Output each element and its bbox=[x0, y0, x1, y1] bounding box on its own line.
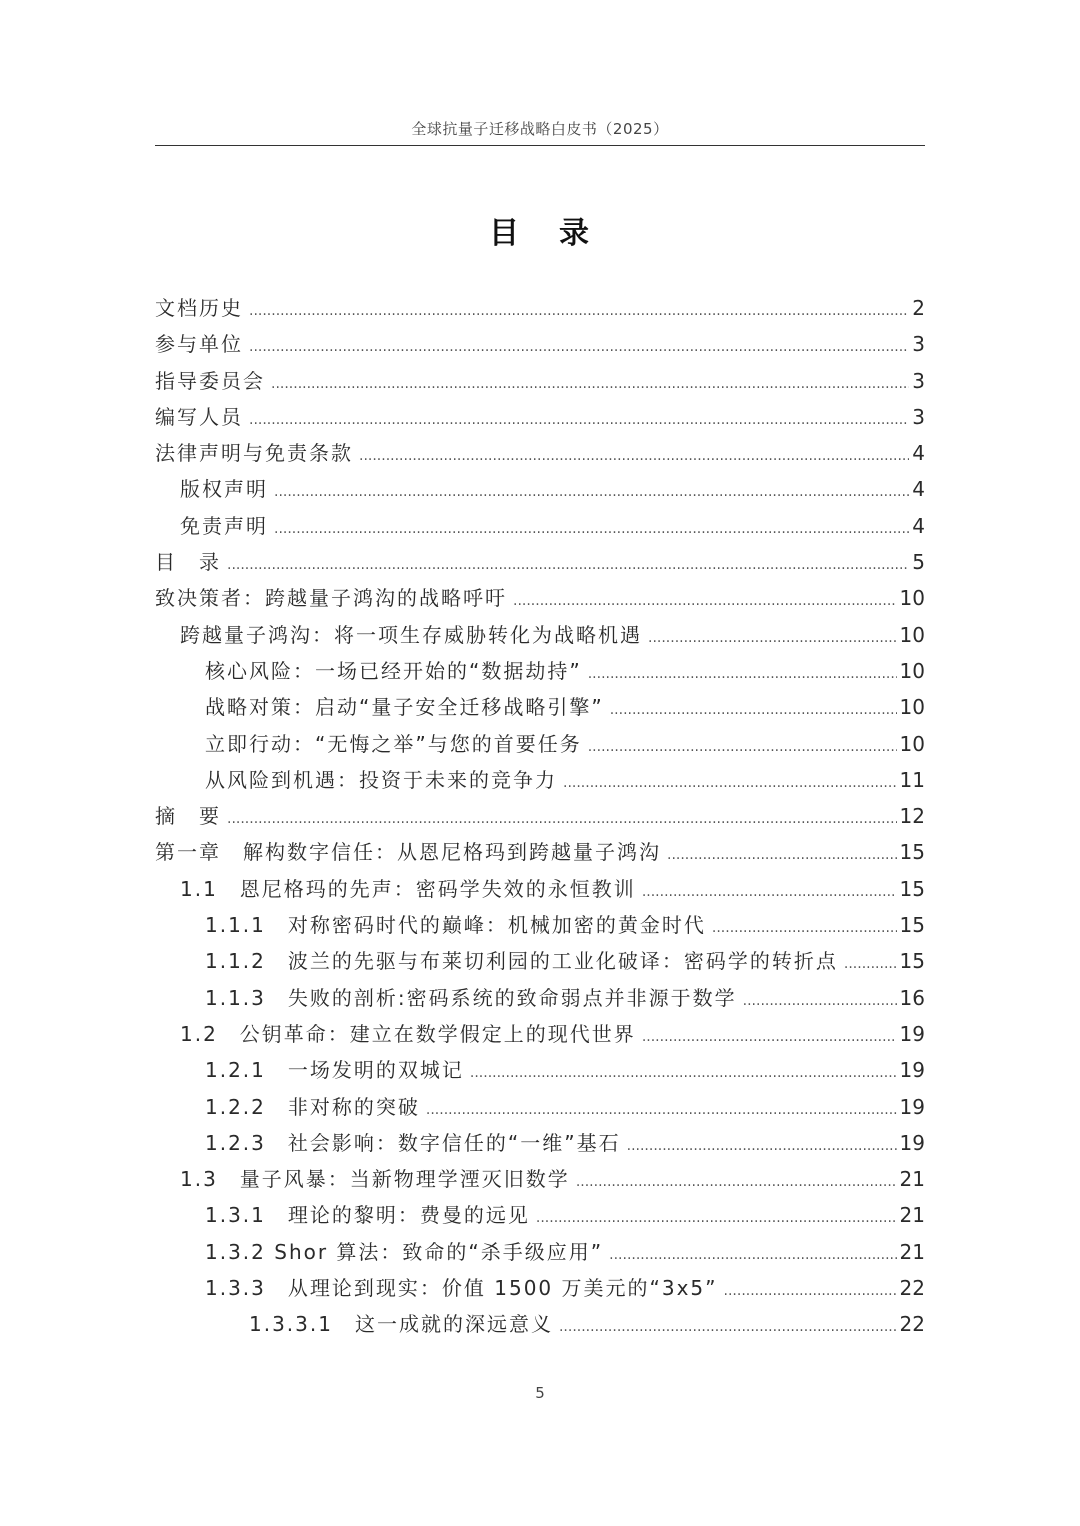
toc-entry-title: 致决策者：跨越量子鸿沟的战略呼吁 bbox=[155, 586, 507, 611]
toc-dot-leader bbox=[271, 376, 909, 392]
toc-entry[interactable] bbox=[155, 510, 925, 546]
toc-dot-leader bbox=[249, 412, 909, 428]
toc-dot-leader bbox=[610, 702, 897, 718]
toc-entry[interactable] bbox=[155, 365, 925, 401]
toc-entry-title: 跨越量子鸿沟：将一项生存威胁转化为战略机遇 bbox=[180, 622, 642, 647]
toc-entry-page: 5 bbox=[912, 550, 925, 575]
toc-title-char: 录 bbox=[559, 216, 591, 251]
toc-entry-page: 21 bbox=[899, 1239, 925, 1264]
toc-entry-page: 19 bbox=[899, 1021, 925, 1046]
toc-entry-title: 战略对策：启动“量子安全迁移战略引擎” bbox=[205, 695, 604, 720]
toc-entry[interactable] bbox=[155, 1308, 925, 1344]
toc-entry-title: 立即行动：“无悔之举”与您的首要任务 bbox=[205, 731, 582, 756]
toc-entry[interactable] bbox=[155, 1163, 925, 1199]
toc-entry-page: 3 bbox=[912, 404, 925, 429]
toc-entry-title: 1.1.2 波兰的先驱与布莱切利园的工业化破译：密码学的转折点 bbox=[205, 949, 838, 974]
toc-entry-page: 4 bbox=[912, 441, 925, 466]
toc-entry-page: 10 bbox=[899, 731, 925, 756]
toc-entry-title: 从风险到机遇：投资于未来的竞争力 bbox=[205, 767, 557, 792]
toc-dot-leader bbox=[470, 1065, 897, 1081]
toc-dot-leader bbox=[627, 1138, 897, 1154]
toc-entry-title: 摘 要 bbox=[155, 804, 221, 829]
toc-list bbox=[155, 292, 925, 1345]
running-header-title: 全球抗量子迁移战略白皮书（2025） bbox=[411, 120, 669, 138]
toc-title-char: 目 bbox=[489, 216, 521, 251]
toc-entry[interactable] bbox=[155, 800, 925, 836]
toc-dot-leader bbox=[227, 811, 897, 827]
toc-dot-leader bbox=[712, 920, 897, 936]
toc-dot-leader bbox=[609, 1247, 896, 1263]
toc-entry-page: 15 bbox=[899, 949, 925, 974]
toc-entry-title: 1.3 量子风暴：当新物理学湮灭旧数学 bbox=[180, 1167, 570, 1192]
toc-dot-leader bbox=[563, 775, 897, 791]
toc-entry-title: 1.2.2 非对称的突破 bbox=[205, 1094, 420, 1119]
toc-entry[interactable] bbox=[155, 1018, 925, 1054]
toc-entry[interactable] bbox=[155, 873, 925, 909]
toc-entry[interactable] bbox=[155, 1054, 925, 1090]
toc-dot-leader bbox=[576, 1174, 897, 1190]
toc-entry[interactable] bbox=[155, 546, 925, 582]
toc-entry-page: 10 bbox=[899, 622, 925, 647]
toc-entry-title: 1.1.1 对称密码时代的巅峰：机械加密的黄金时代 bbox=[205, 913, 706, 938]
toc-dot-leader bbox=[359, 448, 909, 464]
toc-entry-title: 文档历史 bbox=[155, 296, 243, 320]
toc-entry-title: 1.2 公钥革命：建立在数学假定上的现代世界 bbox=[180, 1021, 636, 1046]
toc-entry-page: 21 bbox=[899, 1203, 925, 1228]
toc-entry-title: 法律声明与免责条款 bbox=[155, 441, 353, 466]
toc-entry[interactable] bbox=[155, 619, 925, 655]
toc-entry[interactable] bbox=[155, 1199, 925, 1235]
toc-entry[interactable] bbox=[155, 292, 925, 328]
toc-dot-leader bbox=[667, 847, 897, 863]
header-divider bbox=[155, 145, 925, 146]
toc-title bbox=[155, 208, 925, 252]
toc-entry[interactable] bbox=[155, 1127, 925, 1163]
toc-dot-leader bbox=[588, 666, 897, 682]
toc-entry[interactable] bbox=[155, 473, 925, 509]
toc-entry-title: 第一章 解构数字信任：从恩尼格玛到跨越量子鸿沟 bbox=[155, 840, 661, 865]
toc-entry[interactable] bbox=[155, 1272, 925, 1308]
toc-entry[interactable] bbox=[155, 764, 925, 800]
toc-entry-title: 1.1 恩尼格玛的先声：密码学失效的永恒教训 bbox=[180, 876, 636, 901]
toc-dot-leader bbox=[724, 1283, 897, 1299]
toc-entry[interactable] bbox=[155, 328, 925, 364]
toc-entry-page: 19 bbox=[899, 1130, 925, 1155]
toc-entry-title: 1.3.3.1 这一成就的深远意义 bbox=[249, 1312, 553, 1337]
toc-dot-leader bbox=[642, 884, 897, 900]
toc-entry[interactable] bbox=[155, 1091, 925, 1127]
toc-entry-page: 4 bbox=[912, 477, 925, 502]
toc-entry-title: 1.1.3 失败的剖析:密码系统的致命弱点并非源于数学 bbox=[205, 985, 737, 1010]
toc-entry-page: 4 bbox=[912, 513, 925, 538]
toc-entry-page: 15 bbox=[899, 840, 925, 865]
toc-dot-leader bbox=[249, 339, 909, 355]
toc-entry-page: 15 bbox=[899, 876, 925, 901]
toc-entry[interactable] bbox=[155, 982, 925, 1018]
toc-entry[interactable] bbox=[155, 582, 925, 618]
toc-entry-title: 1.3.1 理论的黎明：费曼的远见 bbox=[205, 1203, 530, 1228]
toc-entry-page: 15 bbox=[899, 913, 925, 938]
toc-entry-page: 2 bbox=[912, 296, 925, 320]
toc-entry-title: 核心风险：一场已经开始的“数据劫持” bbox=[205, 658, 582, 683]
toc-entry-page: 11 bbox=[899, 767, 925, 792]
toc-entry-page: 10 bbox=[899, 658, 925, 683]
toc-dot-leader bbox=[513, 593, 897, 609]
toc-entry-title: 免责声明 bbox=[180, 513, 268, 538]
toc-entry[interactable] bbox=[155, 1236, 925, 1272]
toc-entry-page: 22 bbox=[899, 1312, 925, 1337]
toc-entry-title: 1.3.2 Shor 算法：致命的“杀手级应用” bbox=[205, 1239, 604, 1264]
toc-dot-leader bbox=[274, 521, 909, 537]
toc-dot-leader bbox=[588, 739, 897, 755]
toc-dot-leader bbox=[743, 993, 897, 1009]
toc-entry[interactable] bbox=[155, 655, 925, 691]
toc-entry[interactable] bbox=[155, 909, 925, 945]
toc-entry-page: 21 bbox=[899, 1167, 925, 1192]
toc-entry-title: 1.2.3 社会影响：数字信任的“一维”基石 bbox=[205, 1130, 621, 1155]
toc-entry-title: 参与单位 bbox=[155, 332, 243, 357]
toc-entry-page: 16 bbox=[899, 985, 925, 1010]
toc-entry[interactable] bbox=[155, 437, 925, 473]
toc-dot-leader bbox=[642, 1029, 897, 1045]
toc-entry[interactable] bbox=[155, 401, 925, 437]
toc-dot-leader bbox=[426, 1102, 897, 1118]
toc-dot-leader bbox=[536, 1210, 897, 1226]
toc-entry-title: 目 录 bbox=[155, 550, 221, 575]
toc-entry[interactable] bbox=[155, 836, 925, 872]
toc-entry-page: 22 bbox=[899, 1276, 925, 1301]
toc-entry[interactable] bbox=[155, 691, 925, 727]
toc-dot-leader bbox=[249, 303, 909, 319]
toc-entry[interactable] bbox=[155, 728, 925, 764]
toc-dot-leader bbox=[274, 484, 909, 500]
toc-entry-page: 19 bbox=[899, 1058, 925, 1083]
toc-entry-title: 1.2.1 一场发明的双城记 bbox=[205, 1058, 464, 1083]
toc-entry[interactable] bbox=[155, 945, 925, 981]
toc-entry-title: 1.3.3 从理论到现实：价值 1500 万美元的“3x5” bbox=[205, 1276, 718, 1301]
toc-entry-title: 编写人员 bbox=[155, 404, 243, 429]
toc-dot-leader bbox=[559, 1319, 897, 1335]
toc-entry-title: 指导委员会 bbox=[155, 368, 265, 393]
toc-entry-page: 19 bbox=[899, 1094, 925, 1119]
toc-dot-leader bbox=[648, 630, 897, 646]
toc-entry-page: 3 bbox=[912, 332, 925, 357]
page-number: 5 bbox=[535, 1384, 545, 1402]
toc-dot-leader bbox=[844, 956, 897, 972]
toc-entry-page: 12 bbox=[899, 804, 925, 829]
toc-entry-page: 10 bbox=[899, 695, 925, 720]
toc-entry-page: 3 bbox=[912, 368, 925, 393]
toc-entry-title: 版权声明 bbox=[180, 477, 268, 502]
toc-dot-leader bbox=[227, 557, 909, 573]
toc-entry-page: 10 bbox=[899, 586, 925, 611]
